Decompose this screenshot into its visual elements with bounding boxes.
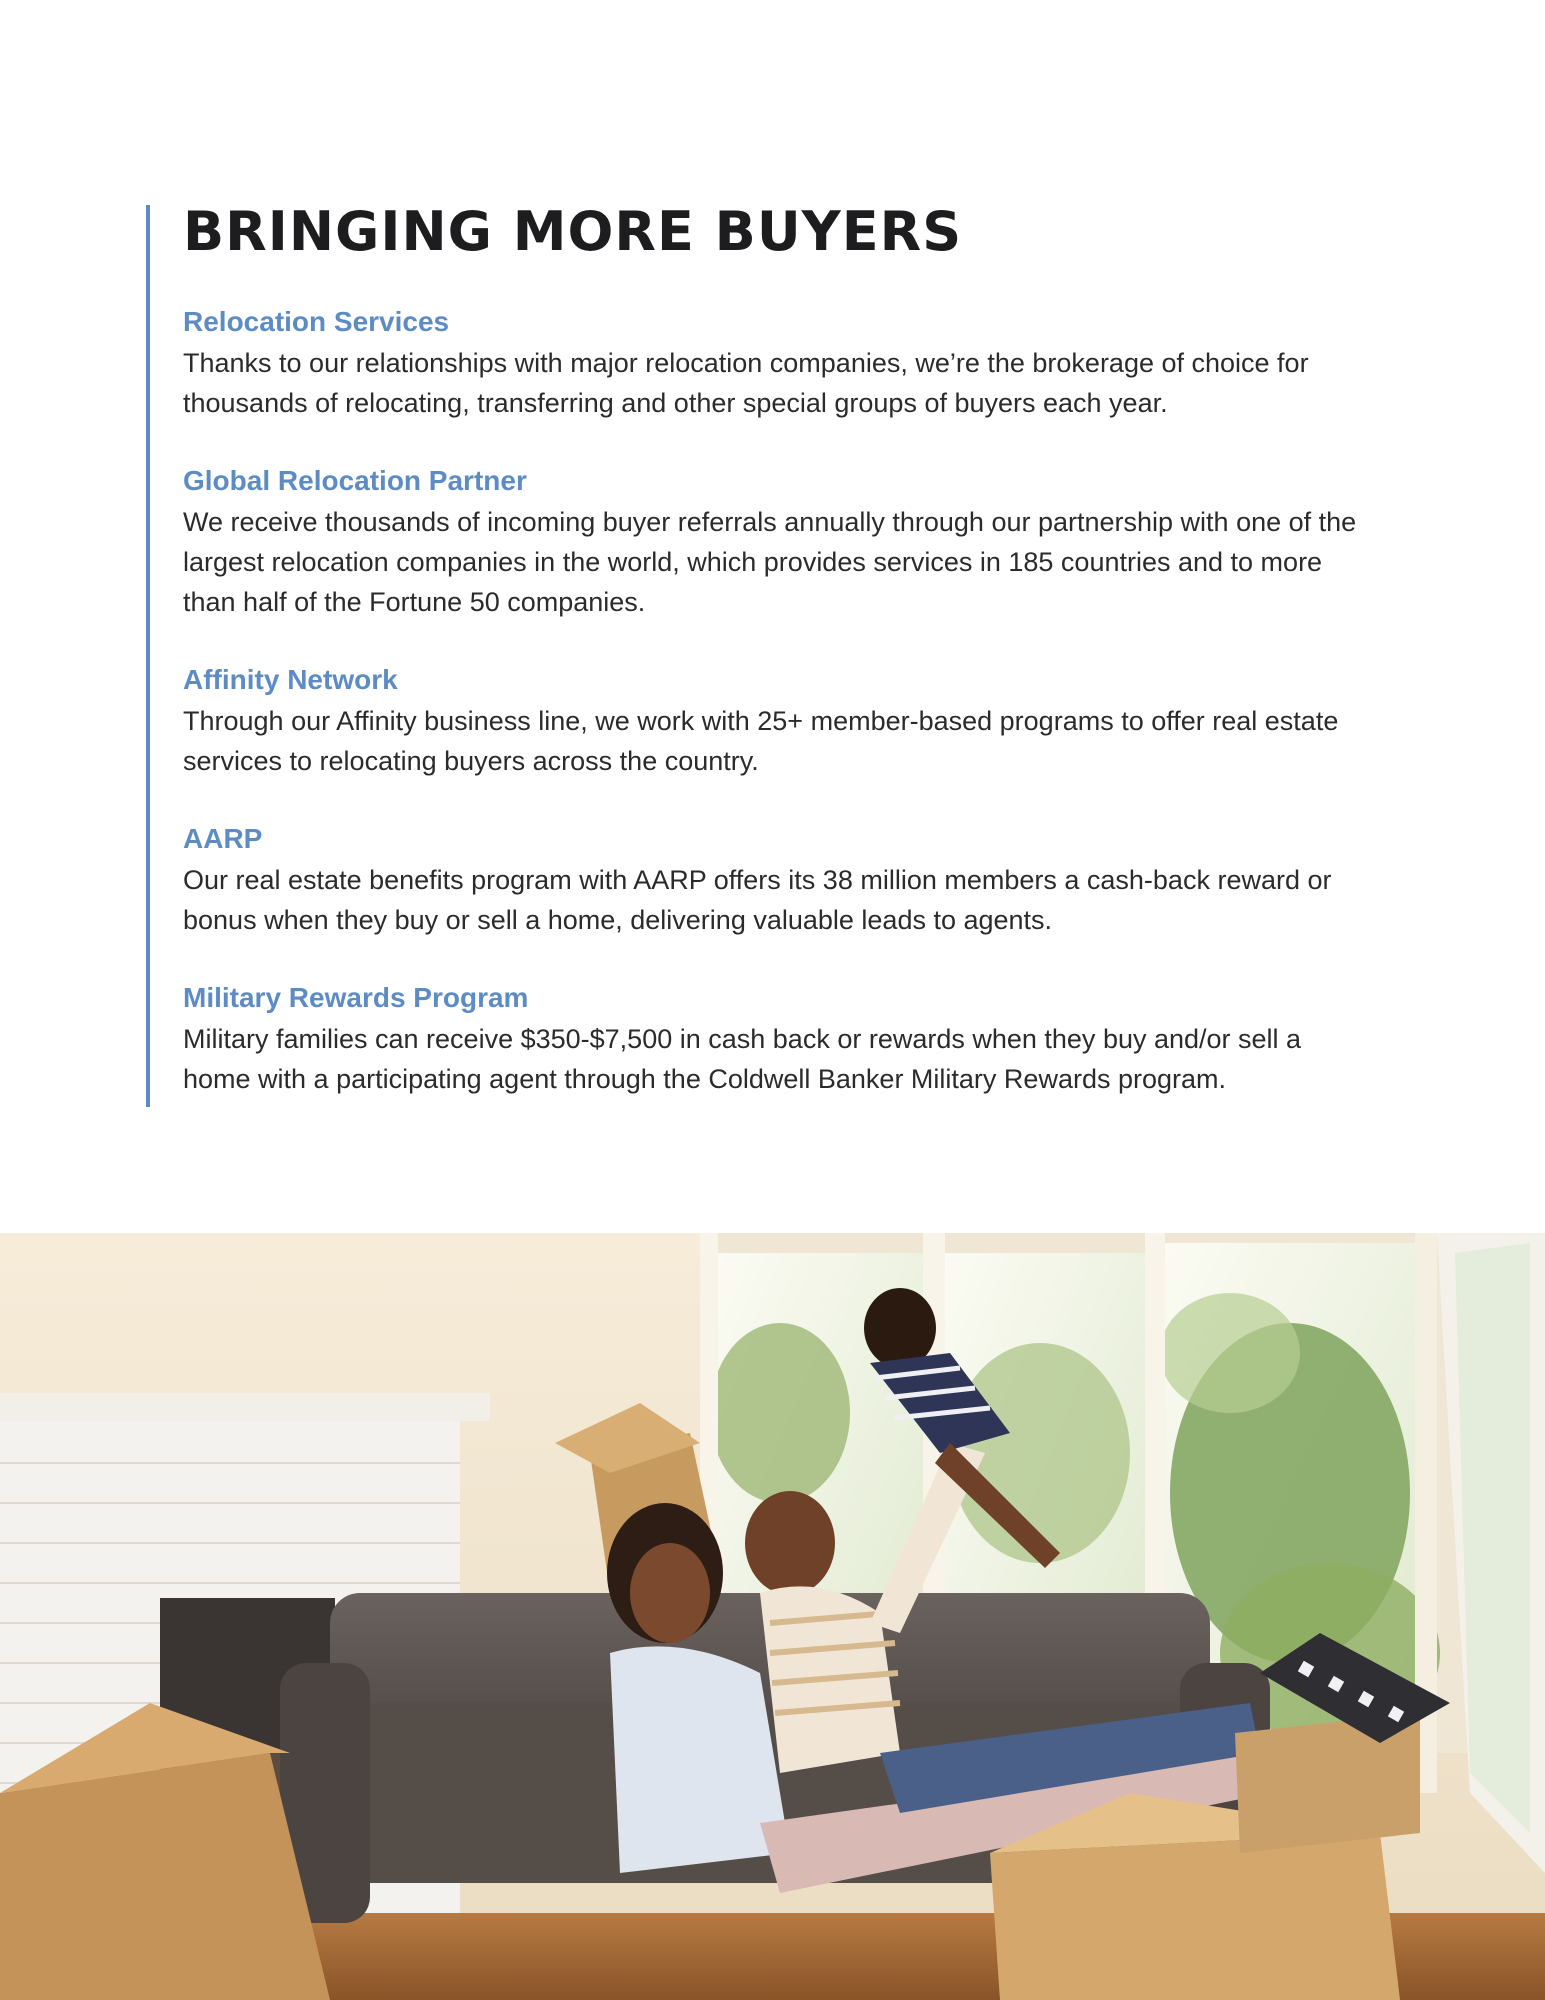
- section-body: Military families can receive $350-$7,500 in cash back or rewards when they buy and/or sell a home with a participating agent through the Coldwell Banker Military Rewards program.: [183, 1024, 1302, 1094]
- section-military-rewards-program: [183, 979, 1363, 1099]
- section-body: We receive thousands of incoming buyer referrals annually through our partnership with one of the largest relocation companies in the world, which provides services in 185 countries and to more than half of the Fortune 50 companies.: [183, 507, 1357, 617]
- buyers-content: [146, 200, 1363, 1107]
- section-heading: Relocation Services: [183, 306, 450, 337]
- section-affinity-network: [183, 661, 1363, 781]
- section-global-relocation-partner: [183, 462, 1363, 622]
- section-body: Thanks to our relationships with major relocation companies, we’re the brokerage of choice for thousands of relocating, transferring and other special groups of buyers each year.: [183, 348, 1309, 418]
- section-heading: Affinity Network: [183, 664, 398, 695]
- section-relocation-services: [183, 303, 1363, 423]
- section-body: Our real estate benefits program with AARP offers its 38 million members a cash-back reward or bonus when they buy or sell a home, delivering valuable leads to agents.: [183, 865, 1332, 935]
- section-heading: AARP: [183, 823, 263, 854]
- page-title: BRINGING MORE BUYERS: [183, 200, 963, 263]
- section-aarp: [183, 820, 1363, 940]
- section-heading: Global Relocation Partner: [183, 465, 527, 496]
- section-heading: Military Rewards Program: [183, 982, 529, 1013]
- section-body: Through our Affinity business line, we work with 25+ member-based programs to offer real estate services to relocating buyers across the country.: [183, 706, 1339, 776]
- family-moving-photo: [0, 1233, 1545, 2000]
- family-on-sofa-illustration: [0, 1233, 1545, 2000]
